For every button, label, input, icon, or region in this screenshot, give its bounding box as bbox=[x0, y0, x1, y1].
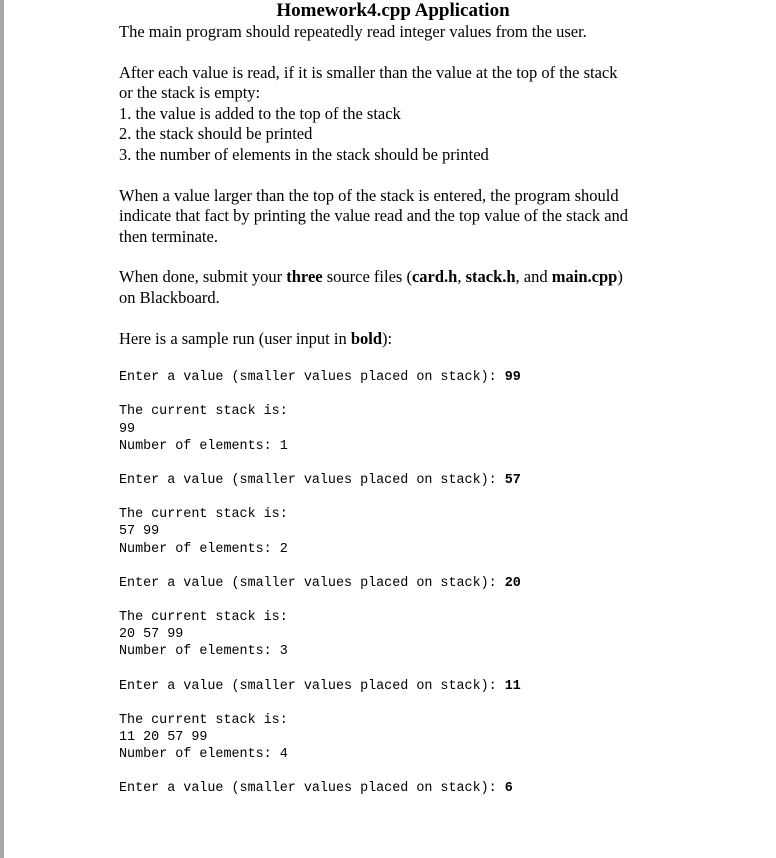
file-name: card.h bbox=[411, 267, 458, 287]
left-edge-bar bbox=[0, 0, 4, 858]
stack-contents: 99 bbox=[119, 421, 136, 437]
count-line: Number of elements: 3 bbox=[119, 644, 288, 660]
prompt-line: Enter a value (smaller values placed on stack): 99 bbox=[119, 370, 521, 386]
user-input: 11 bbox=[504, 678, 521, 694]
user-input: 20 bbox=[504, 575, 521, 591]
step-item: 3. the number of elements in the stack should be printed bbox=[119, 144, 489, 164]
sample-run bbox=[119, 369, 719, 797]
submit-line-2: on Blackboard. bbox=[119, 287, 220, 307]
terminate-line-3: then terminate. bbox=[119, 226, 218, 246]
intro-text: The main program should repeatedly read integer values from the user. bbox=[119, 22, 587, 41]
stack-header: The current stack is: bbox=[119, 404, 288, 420]
terminate-line-1: When a value larger than the top of the stack is entered, the program should bbox=[119, 185, 619, 205]
stack-contents: 20 57 99 bbox=[119, 627, 184, 643]
after-read-line-2: or the stack is empty: bbox=[119, 83, 261, 103]
stack-header: The current stack is: bbox=[119, 507, 288, 523]
after-read-paragraph bbox=[119, 63, 719, 166]
prompt-line: Enter a value (smaller values placed on stack): 20 bbox=[119, 575, 521, 591]
stack-contents: 11 20 57 99 bbox=[119, 729, 208, 745]
document bbox=[119, 0, 719, 798]
count-line: Number of elements: 2 bbox=[119, 541, 288, 557]
after-read-line-1: After each value is read, if it is smaller than the value at the top of the stack bbox=[119, 62, 618, 82]
file-name: main.cpp bbox=[551, 267, 618, 287]
user-input: 99 bbox=[504, 370, 521, 386]
count-line: Number of elements: 1 bbox=[119, 438, 288, 454]
terminate-line-2: indicate that fact by printing the value read and the top value of the stack and bbox=[119, 206, 629, 226]
sample-intro: Here is a sample run (user input in bold): bbox=[119, 328, 393, 348]
stack-header: The current stack is: bbox=[119, 712, 288, 728]
stack-header: The current stack is: bbox=[119, 609, 288, 625]
submit-paragraph bbox=[119, 267, 719, 308]
emphasis-three: three bbox=[286, 267, 323, 287]
submit-line-1: When done, submit your three source files (card.h, stack.h, and main.cpp) bbox=[119, 267, 623, 287]
prompt-line: Enter a value (smaller values placed on stack): 57 bbox=[119, 472, 521, 488]
file-name: stack.h bbox=[465, 267, 516, 287]
prompt-line: Enter a value (smaller values placed on stack): 11 bbox=[119, 678, 521, 694]
stack-contents: 57 99 bbox=[119, 524, 160, 540]
page-title: Homework4.cpp Application bbox=[276, 0, 510, 21]
terminate-paragraph bbox=[119, 186, 719, 248]
prompt-line: Enter a value (smaller values placed on stack): 6 bbox=[119, 781, 513, 797]
step-item: 1. the value is added to the top of the stack bbox=[119, 103, 401, 123]
user-input: 6 bbox=[504, 781, 513, 797]
user-input: 57 bbox=[504, 472, 521, 488]
step-item: 2. the stack should be printed bbox=[119, 124, 313, 144]
count-line: Number of elements: 4 bbox=[119, 747, 288, 763]
